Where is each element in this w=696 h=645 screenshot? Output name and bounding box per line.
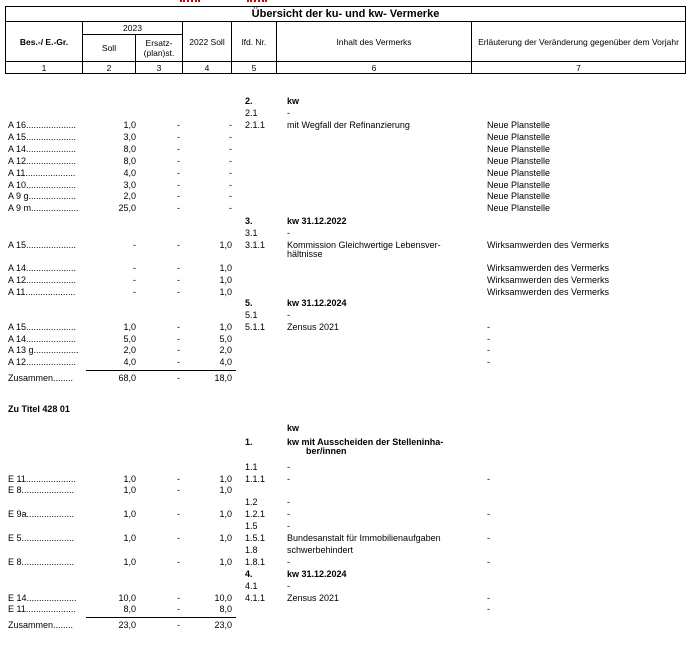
soll-value: 23,0	[118, 620, 136, 630]
lfd-nr: 3.1	[245, 228, 258, 238]
lfd-nr: 1.1.1	[245, 474, 266, 484]
ersatz-value: -	[177, 179, 180, 190]
erlaeuterung-text: -	[487, 357, 490, 368]
section-title: kw 31.12.2024	[287, 569, 347, 579]
lfd-nr: 1.2.1	[245, 509, 266, 519]
grade-label: Zusammen........	[8, 620, 74, 630]
grade-label: E 11....................	[8, 474, 76, 484]
vermerk-text: -	[287, 497, 290, 507]
ersatz-value: -	[177, 191, 180, 202]
soll-2022-value: -	[229, 155, 232, 166]
page-title: Übersicht der ku- und kw- Vermerke	[6, 7, 686, 22]
red-mark	[247, 0, 267, 5]
erlaeuterung-text: Neue Planstelle	[487, 179, 551, 190]
ersatz-value: -	[177, 509, 180, 519]
soll-value: 8,0	[123, 155, 136, 166]
vermerk-text: -	[287, 521, 290, 531]
ersatz-value: -	[177, 357, 180, 368]
section-title: kw	[287, 423, 300, 433]
col-soll: Soll	[83, 35, 136, 62]
lfd-nr: 1.8.1	[245, 557, 266, 567]
col-lfd: lfd. Nr.	[232, 22, 277, 62]
ersatz-value: -	[177, 167, 180, 178]
soll-2022-value: 1,0	[219, 509, 232, 519]
soll-2022-value: -	[229, 120, 232, 130]
grade-label: A 14....................	[8, 333, 77, 344]
ersatz-value: -	[177, 240, 180, 250]
soll-value: 4,0	[123, 357, 136, 368]
ersatz-value: -	[177, 485, 180, 495]
soll-value: 1,0	[123, 474, 136, 484]
soll-2022-value: 1,0	[219, 275, 232, 285]
soll-2022-value: 8,0	[219, 604, 232, 614]
grade-label: A 11....................	[8, 287, 76, 297]
lfd-nr: 1.5.1	[245, 533, 266, 543]
column-number: 7	[472, 62, 686, 74]
soll-2022-value: 10,0	[214, 593, 232, 603]
erlaeuterung-text: -	[487, 345, 490, 356]
erlaeuterung-text: Neue Planstelle	[487, 155, 551, 166]
vermerk-text: -	[287, 310, 290, 320]
ersatz-value: -	[177, 333, 180, 344]
erlaeuterung-text: Wirksamwerden des Vermerks	[487, 263, 610, 273]
vermerk-text: Kommission Gleichwertige Lebensver-	[287, 240, 441, 250]
grade-label: A 13 g..................	[8, 345, 79, 356]
soll-2022-value: -	[229, 143, 232, 154]
soll-value: 10,0	[118, 593, 136, 603]
soll-value: 8,0	[123, 143, 136, 154]
col-bes: Bes.-/ E.-Gr.	[6, 22, 83, 62]
col-erl: Erläuterung der Veränderung gegenüber dem Vorjahr	[472, 22, 686, 62]
soll-value: -	[133, 275, 136, 285]
erlaeuterung-text: Wirksamwerden des Vermerks	[487, 240, 610, 250]
section-title: kw 31.12.2024	[287, 298, 347, 308]
soll-value: 2,0	[123, 345, 136, 356]
section-number: 5.	[245, 298, 253, 308]
vermerk-text: -	[287, 557, 290, 567]
soll-2022-value: 23,0	[214, 620, 232, 630]
soll-2022-value: 1,0	[219, 474, 232, 484]
lfd-nr: 1.1	[245, 462, 258, 472]
soll-value: 1,0	[123, 322, 136, 332]
header-table	[5, 6, 686, 74]
erlaeuterung-text: -	[487, 604, 490, 614]
ersatz-value: -	[177, 533, 180, 543]
lfd-nr: 1.8	[245, 545, 258, 555]
section-number: 1.	[245, 437, 253, 447]
soll-value: 5,0	[123, 333, 136, 344]
soll-2022-value: 5,0	[219, 333, 232, 344]
erlaeuterung-text: -	[487, 333, 490, 344]
lfd-nr: 3.1.1	[245, 240, 266, 250]
erlaeuterung-text: -	[487, 593, 490, 603]
soll-value: 1,0	[123, 509, 136, 519]
soll-value: 68,0	[118, 373, 136, 383]
col-inhalt: Inhalt des Vermerks	[277, 22, 472, 62]
grade-label: Zusammen........	[8, 373, 74, 383]
ersatz-value: -	[177, 203, 180, 214]
ersatz-value: -	[177, 620, 180, 630]
grade-label: A 11....................	[8, 167, 76, 178]
vermerk-text: -	[287, 474, 290, 484]
erlaeuterung-text: Wirksamwerden des Vermerks	[487, 275, 610, 285]
soll-2022-value: 1,0	[219, 287, 232, 297]
erlaeuterung-text: Neue Planstelle	[487, 120, 551, 130]
sum-line	[86, 370, 236, 371]
soll-2022-value: 4,0	[219, 357, 232, 368]
lfd-nr: 5.1.1	[245, 322, 266, 332]
ersatz-value: -	[177, 557, 180, 567]
erlaeuterung-text: Neue Planstelle	[487, 131, 551, 142]
ersatz-value: -	[177, 275, 180, 285]
vermerk-text: Zensus 2021	[287, 322, 340, 332]
lfd-nr: 2.1.1	[245, 120, 266, 130]
column-number: 3	[136, 62, 183, 74]
ersatz-value: -	[177, 263, 180, 273]
lfd-nr: 1.5	[245, 521, 258, 531]
soll-value: 2,0	[123, 191, 136, 202]
grade-label: A 14....................	[8, 143, 77, 154]
ersatz-value: -	[177, 155, 180, 166]
soll-value: 3,0	[123, 179, 136, 190]
grade-label: E 8.....................	[8, 485, 75, 495]
grade-label: A 9 m...................	[8, 203, 79, 214]
column-number: 4	[183, 62, 232, 74]
ersatz-value: -	[177, 474, 180, 484]
grade-label: E 5.....................	[8, 533, 75, 543]
ersatz-value: -	[177, 143, 180, 154]
erlaeuterung-text: -	[487, 557, 490, 567]
section-number: 2.	[245, 96, 253, 106]
ersatz-value: -	[177, 287, 180, 297]
section-heading: Zu Titel 428 01	[8, 404, 70, 414]
ersatz-value: -	[177, 604, 180, 614]
soll-value: 8,0	[123, 604, 136, 614]
ersatz-value: -	[177, 322, 180, 332]
vermerk-text: hältnisse	[287, 249, 323, 259]
ersatz-value: -	[177, 373, 180, 383]
vermerk-text: -	[287, 509, 290, 519]
soll-2022-value: -	[229, 179, 232, 190]
lfd-nr: 1.2	[245, 497, 258, 507]
ersatz-value: -	[177, 120, 180, 130]
soll-value: 4,0	[123, 167, 136, 178]
soll-value: -	[133, 287, 136, 297]
ersatz-value: -	[177, 345, 180, 356]
column-number: 1	[6, 62, 83, 74]
section-number: 3.	[245, 216, 253, 226]
grade-label: A 9 g...................	[8, 191, 77, 202]
erlaeuterung-text: -	[487, 322, 490, 332]
vermerk-text: -	[287, 581, 290, 591]
erlaeuterung-text: Wirksamwerden des Vermerks	[487, 287, 610, 297]
grade-label: A 12....................	[8, 155, 77, 166]
grade-label: E 9a...................	[8, 509, 75, 519]
soll-2022-value: 1,0	[219, 485, 232, 495]
lfd-nr: 5.1	[245, 310, 258, 320]
grade-label: A 16....................	[8, 120, 77, 130]
col-2022: 2022 Soll	[183, 22, 232, 62]
col-2023: 2023	[83, 22, 183, 35]
ersatz-value: -	[177, 131, 180, 142]
vermerk-text: -	[287, 228, 290, 238]
soll-value: -	[133, 240, 136, 250]
erlaeuterung-text: -	[487, 533, 490, 543]
soll-value: -	[133, 263, 136, 273]
soll-value: 1,0	[123, 533, 136, 543]
grade-label: A 14....................	[8, 263, 77, 273]
soll-2022-value: 18,0	[214, 373, 232, 383]
section-number: 4.	[245, 569, 253, 579]
soll-2022-value: -	[229, 203, 232, 214]
soll-value: 1,0	[123, 120, 136, 130]
soll-2022-value: 1,0	[219, 240, 232, 250]
column-number: 6	[277, 62, 472, 74]
grade-label: A 15....................	[8, 131, 77, 142]
grade-label: E 14....................	[8, 593, 77, 603]
vermerk-text: -	[287, 462, 290, 472]
soll-2022-value: -	[229, 131, 232, 142]
section-title: kw mit Ausscheiden der Stelleninha-	[287, 437, 444, 447]
lfd-nr: 4.1.1	[245, 593, 266, 603]
soll-2022-value: 1,0	[219, 557, 232, 567]
lfd-nr: 4.1	[245, 581, 258, 591]
soll-value: 25,0	[118, 203, 136, 214]
soll-2022-value: 1,0	[219, 322, 232, 332]
soll-2022-value: 2,0	[219, 345, 232, 356]
erlaeuterung-text: -	[487, 509, 490, 519]
soll-2022-value: -	[229, 167, 232, 178]
soll-2022-value: 1,0	[219, 263, 232, 273]
vermerk-text: mit Wegfall der Refinanzierung	[287, 120, 410, 130]
sum-line	[86, 617, 236, 618]
erlaeuterung-text: -	[487, 474, 490, 484]
grade-label: A 10....................	[8, 179, 77, 190]
red-mark	[180, 0, 200, 5]
column-number: 2	[83, 62, 136, 74]
vermerk-text: -	[287, 108, 290, 118]
grade-label: E 8.....................	[8, 557, 75, 567]
section-title: kw 31.12.2022	[287, 216, 347, 226]
erlaeuterung-text: Neue Planstelle	[487, 167, 551, 178]
erlaeuterung-text: Neue Planstelle	[487, 191, 551, 202]
soll-value: 3,0	[123, 131, 136, 142]
grade-label: A 15....................	[8, 240, 77, 250]
vermerk-text: Zensus 2021	[287, 593, 340, 603]
vermerk-text: Bundesanstalt für Immobilienaufgaben	[287, 533, 441, 543]
grade-label: A 12....................	[8, 275, 77, 285]
lfd-nr: 2.1	[245, 108, 258, 118]
ersatz-value: -	[177, 593, 180, 603]
soll-value: 1,0	[123, 485, 136, 495]
grade-label: A 15....................	[8, 322, 77, 332]
soll-value: 1,0	[123, 557, 136, 567]
column-number: 5	[232, 62, 277, 74]
col-ersatz: Ersatz- (plan)st.	[136, 35, 183, 62]
soll-2022-value: -	[229, 191, 232, 202]
erlaeuterung-text: Neue Planstelle	[487, 203, 551, 214]
grade-label: E 11....................	[8, 604, 76, 614]
grade-label: A 12....................	[8, 357, 77, 368]
vermerk-text: schwerbehindert	[287, 545, 354, 555]
section-title: kw	[287, 96, 300, 106]
soll-2022-value: 1,0	[219, 533, 232, 543]
erlaeuterung-text: Neue Planstelle	[487, 143, 551, 154]
section-title: ber/innen	[306, 446, 347, 456]
